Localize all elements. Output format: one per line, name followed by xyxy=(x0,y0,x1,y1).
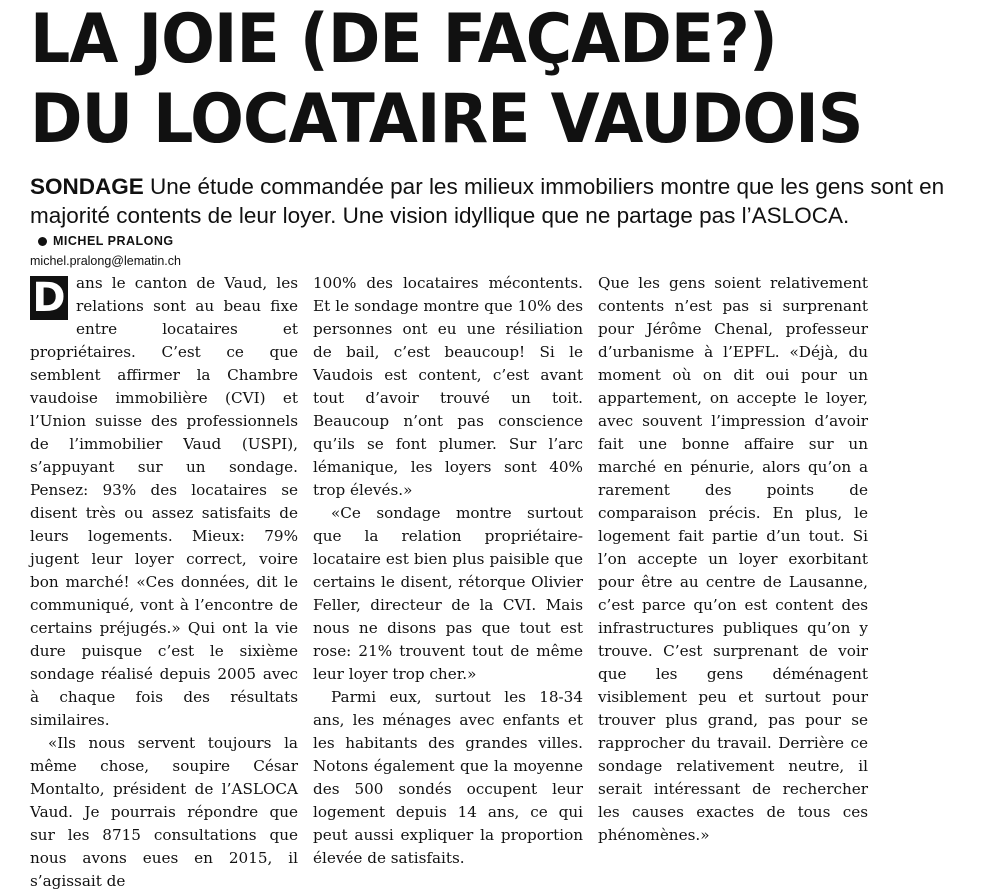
dropcap: D xyxy=(30,276,68,320)
deck-text: Une étude commandée par les milieux immobiliers montre que les gens sont en majorité contents de leur loyer. Une vision idyllique que ne partage pas l’ASLOCA. xyxy=(30,174,945,228)
paragraph: Parmi eux, surtout les 18-34 ans, les ménages avec enfants et les habitants des grandes villes. Notons également que la moyenne des 500 sondés occupent leur logement depuis 14 ans, ce qui peut aussi expliquer la proportion élevée de satisfaits. xyxy=(313,688,583,867)
bullet-icon xyxy=(38,237,47,246)
article-column-3 xyxy=(598,272,868,844)
paragraph-text: ans le canton de Vaud, les relations sont au beau fixe entre locataires et propriétaires. C’est ce que semblent affirmer la Chambre vaudoise immobilière (CVI) et l’Union suisse des professionnels de l’immobilier Vaud (USPI), s’appuyant sur un sondage. Pensez: 93% des locataires se disent très ou assez satisfaits de leurs logements. Mieux: 79% jugent leur loyer correct, voire bon marché! «Ces données, dit le communiqué, vont à l’encontre de certains préjugés.» Qui ont la vie dure puisque c’est le sixième sondage réalisé depuis 2005 avec à chaque fois des résultats similaires. xyxy=(30,274,298,729)
deck-kicker: SONDAGE xyxy=(30,174,144,199)
headline-line-2: DU LOCATAIRE VAUDOIS xyxy=(30,80,863,159)
author-email: michel.pralong@lematin.ch xyxy=(30,254,181,268)
article-body xyxy=(30,272,970,890)
deck xyxy=(30,172,980,230)
paragraph: Que les gens soient relativement contents n’est pas si surprenant pour Jérôme Chenal, professeur d’urbanisme à l’EPFL. «Déjà, du moment où on dit oui pour un appartement, on accepte le loyer, avec souvent l’impression d’avoir fait une bonne affaire sur un marché en pénurie, alors qu’on a rarement des points de comparaison précis. En plus, le logement fait partie d’un tout. Si l’on accepte un loyer exorbitant pour être au centre de Lausanne, c’est parce qu’on est content des infrastructures publiques qu’on y trouve. C’est surprenant de voir que les gens déménagent visiblement peu et surtout pour trouver plus grand, pas pour se rapprocher du travail. Derrière ce sondage relativement neutre, il serait intéressant de rechercher les causes exactes de tous ces phénomènes.» xyxy=(598,274,868,844)
paragraph: «Ce sondage montre surtout que la relation propriétaire-locataire est bien plus paisible que certains le disent, rétorque Olivier Feller, directeur de la CVI. Mais nous ne disons pas que tout est rose: 21% trouvent tout de même leur loyer trop cher.» xyxy=(313,504,583,683)
paragraph: 100% des locataires mécontents. Et le sondage montre que 10% des personnes ont eu une résiliation de bail, c’est beaucoup! Si le Vaudois est content, c’est avant tout d’avoir trouvé un toit. Beaucoup n’ont pas conscience qu’ils se font plumer. Sur l’arc lémanique, les loyers sont 40% trop élevés.» xyxy=(313,274,583,499)
article-column-2 xyxy=(313,272,583,867)
paragraph: «Ils nous servent toujours la même chose, soupire César Montalto, président de l’ASLOCA Vaud. Je pourrais répondre que sur les 8715 consultations que nous avons eues en 2015, il s’agissait de xyxy=(30,734,298,890)
byline xyxy=(38,234,174,248)
headline xyxy=(30,0,914,160)
paragraph xyxy=(30,272,298,732)
headline-line-1: LA JOIE (DE FAÇADE?) xyxy=(30,0,777,79)
article-column-1 xyxy=(30,272,298,890)
byline-author: MICHEL PRALONG xyxy=(53,234,174,248)
